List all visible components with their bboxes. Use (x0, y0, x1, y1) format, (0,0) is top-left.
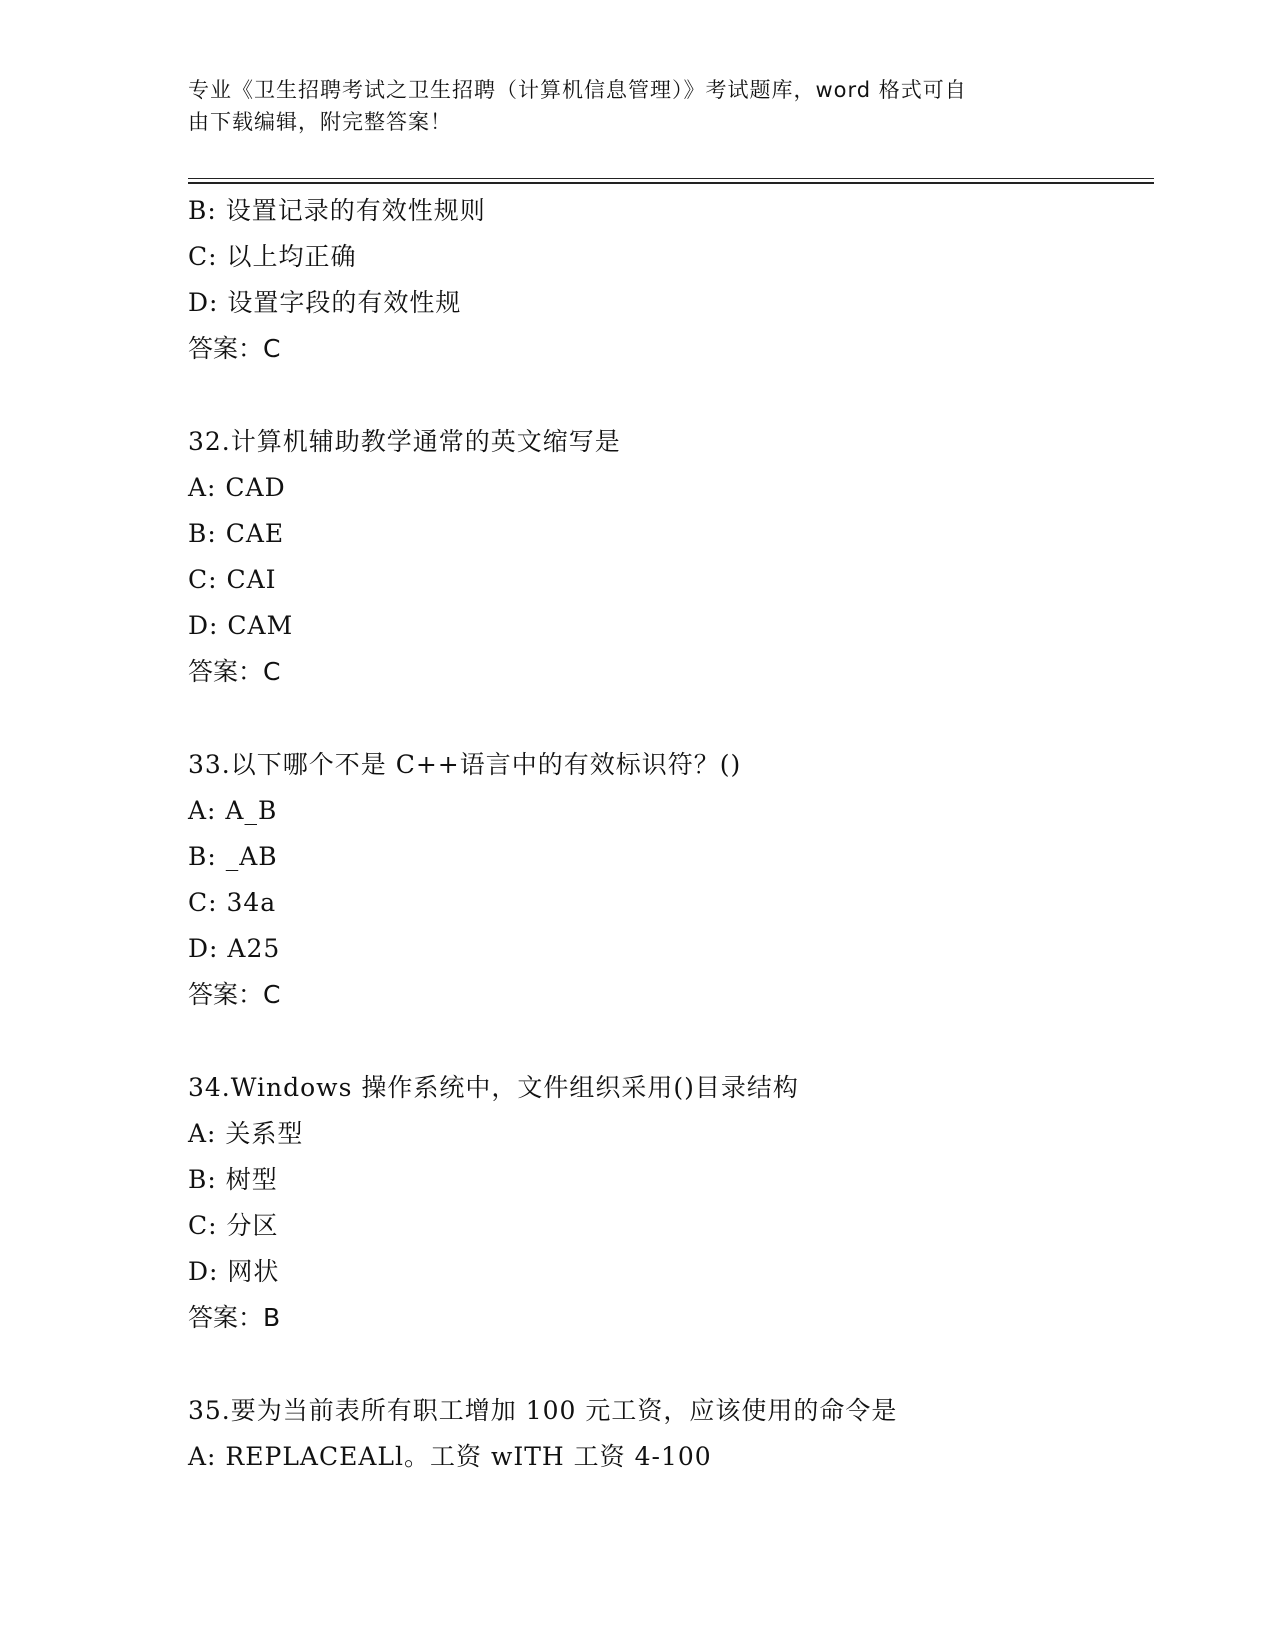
option-d: D: 网状 (188, 1257, 280, 1286)
document-header (188, 74, 1068, 138)
answer-line: 答案：C (188, 334, 281, 363)
answer-line: 答案：B (188, 1303, 281, 1332)
question-text: 32.计算机辅助教学通常的英文缩写是 (188, 427, 621, 456)
option-d: D: 设置字段的有效性规 (188, 288, 462, 317)
option-a: A: REPLACEALl。工资 wITH 工资 4-100 (188, 1442, 712, 1471)
question-text: 34.Windows 操作系统中，文件组织采用()目录结构 (188, 1073, 799, 1102)
question-block-31 (188, 188, 1154, 372)
question-block-35 (188, 1388, 1154, 1480)
option-a: A: 关系型 (188, 1119, 304, 1148)
header-line-2: 由下载编辑，附完整答案！ (188, 110, 452, 134)
option-c: C: CAI (188, 565, 277, 594)
option-b: B: 树型 (188, 1165, 278, 1194)
header-divider-thin (188, 178, 1154, 179)
header-divider-thick (188, 182, 1154, 184)
question-text: 35.要为当前表所有职工增加 100 元工资，应该使用的命令是 (188, 1396, 898, 1425)
question-block-32 (188, 419, 1154, 695)
option-c: C: 分区 (188, 1211, 279, 1240)
question-text: 33.以下哪个不是 C++语言中的有效标识符？() (188, 750, 742, 779)
header-line-1: 专业《卫生招聘考试之卫生招聘（计算机信息管理）》考试题库，word 格式可自 (188, 78, 967, 102)
question-list (188, 188, 1154, 1480)
answer-line: 答案：C (188, 657, 281, 686)
option-c: C: 34a (188, 888, 277, 917)
option-b: B: 设置记录的有效性规则 (188, 196, 486, 225)
option-b: B: CAE (188, 519, 285, 548)
option-c: C: 以上均正确 (188, 242, 357, 271)
question-block-34 (188, 1065, 1154, 1341)
option-b: B: _AB (188, 842, 278, 871)
option-d: D: CAM (188, 611, 294, 640)
option-a: A: CAD (188, 473, 286, 502)
answer-line: 答案：C (188, 980, 281, 1009)
question-block-33 (188, 742, 1154, 1018)
option-d: D: A25 (188, 934, 281, 963)
option-a: A: A_B (188, 796, 278, 825)
